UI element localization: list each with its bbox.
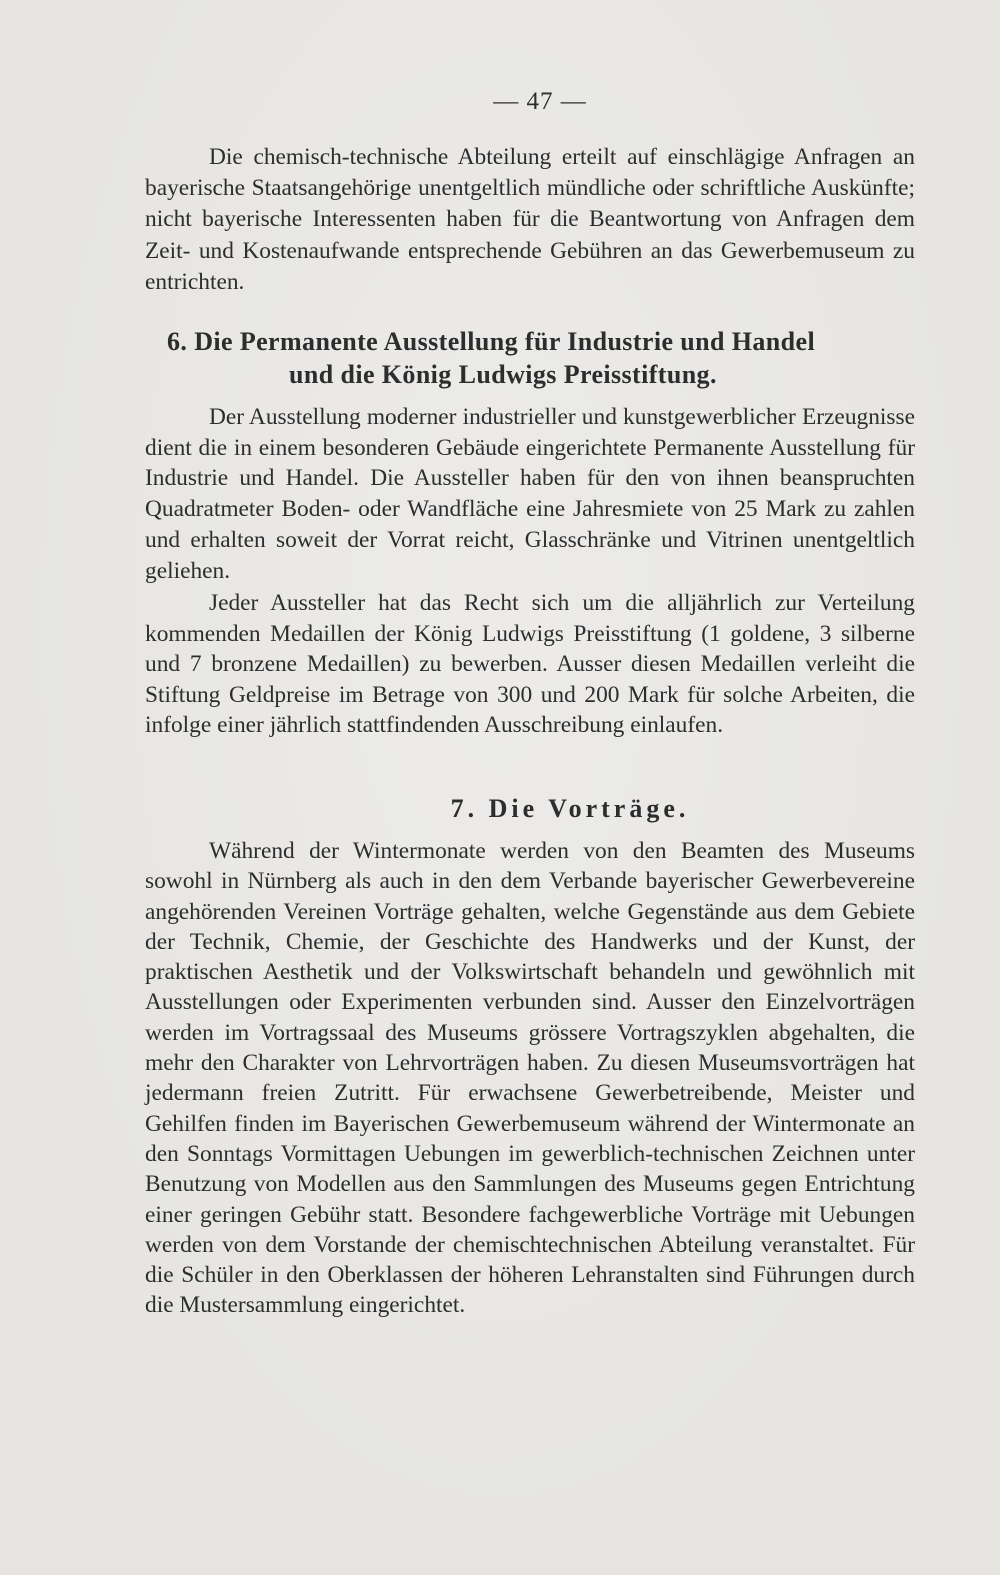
- section-heading-6: [145, 325, 915, 391]
- paragraph-lectures: Während der Wintermonate werden von den Beamten des Museums sowohl in Nürnberg als auch in den dem Verbande bayerischer Gewerbevereine angehörenden Vereinen Vorträge gehalten, welche Gegenstände aus dem Gebiete der Technik, Chemie, der Geschichte des Handwerks und der Kunst, der praktischen Aesthetik und der Volkswirtschaft behandeln und gewöhnlich mit Ausstellungen oder Experimenten verbunden sind. Ausser den Einzelvorträgen werden im Vortragssaal des Museums grössere Vortragszyklen abgehalten, die mehr den Charakter von Lehrvorträgen haben. Zu diesen Museumsvorträgen hat jedermann freien Zutritt. Für erwachsene Gewerbetreibende, Meister und Gehilfen finden im Bayerischen Gewerbemuseum während der Wintermonate an den Sonntags Vormittagen Uebungen im gewerblich-technischen Zeichnen unter Benutzung von Modellen aus den Sammlungen des Museums gegen Entrichtung einer geringen Gebühr statt. Besondere fachgewerbliche Vorträge mit Uebungen werden von dem Vorstande der chemischtechnischen Abteilung veranstaltet. Für die Schüler in den Oberklassen der höheren Lehranstalten sind Führungen durch die Mustersammlung eingerichtet.: [145, 838, 915, 1319]
- paragraph-medals: Jeder Aussteller hat das Recht sich um die alljährlich zur Verteilung kommenden Medaillen der König Ludwigs Preisstiftung (1 goldene, 3 silberne und 7 bronzene Medaillen) zu bewerben. Ausser diesen Medaillen verleiht die Stiftung Geldpreise im Betrage von 300 und 200 Mark für solche Arbeiten, die infolge einer jährlich stattfindenden Ausschreibung einlaufen.: [145, 590, 915, 739]
- section-heading-6-line-2: und die König Ludwigs Preisstiftung.: [289, 360, 717, 389]
- section-heading-7: 7. Die Vorträge.: [450, 794, 690, 823]
- paragraph-permanent-exhibition: Der Ausstellung moderner industrieller und kunstgewerblicher Erzeugnisse dient die in einem besonderen Gebäude eingerichtete Permanente Ausstellung für Industrie und Handel. Die Aussteller haben für den von ihnen beanspruchten Quadratmeter Boden- oder Wandfläche eine Jahresmiete von 25 Mark zu zahlen und erhalten soweit der Vorrat reicht, Glasschränke und Vitrinen unentgeltlich geliehen.: [145, 404, 915, 584]
- paragraph-chemical-department: Die chemisch-technische Abteilung erteilt auf einschlägige Anfragen an bayerische Staatsangehörige unentgeltlich mündliche oder schriftliche Auskünfte; nicht bayerische Interessenten haben für die Beantwortung von Anfragen dem Zeit- und Kostenaufwande entsprechende Gebühren an das Gewerbemuseum zu entrichten.: [145, 144, 915, 295]
- section-heading-6-line-1: 6. Die Permanente Ausstellung für Industrie und Handel: [167, 327, 816, 356]
- page-number: — 47 —: [493, 88, 587, 115]
